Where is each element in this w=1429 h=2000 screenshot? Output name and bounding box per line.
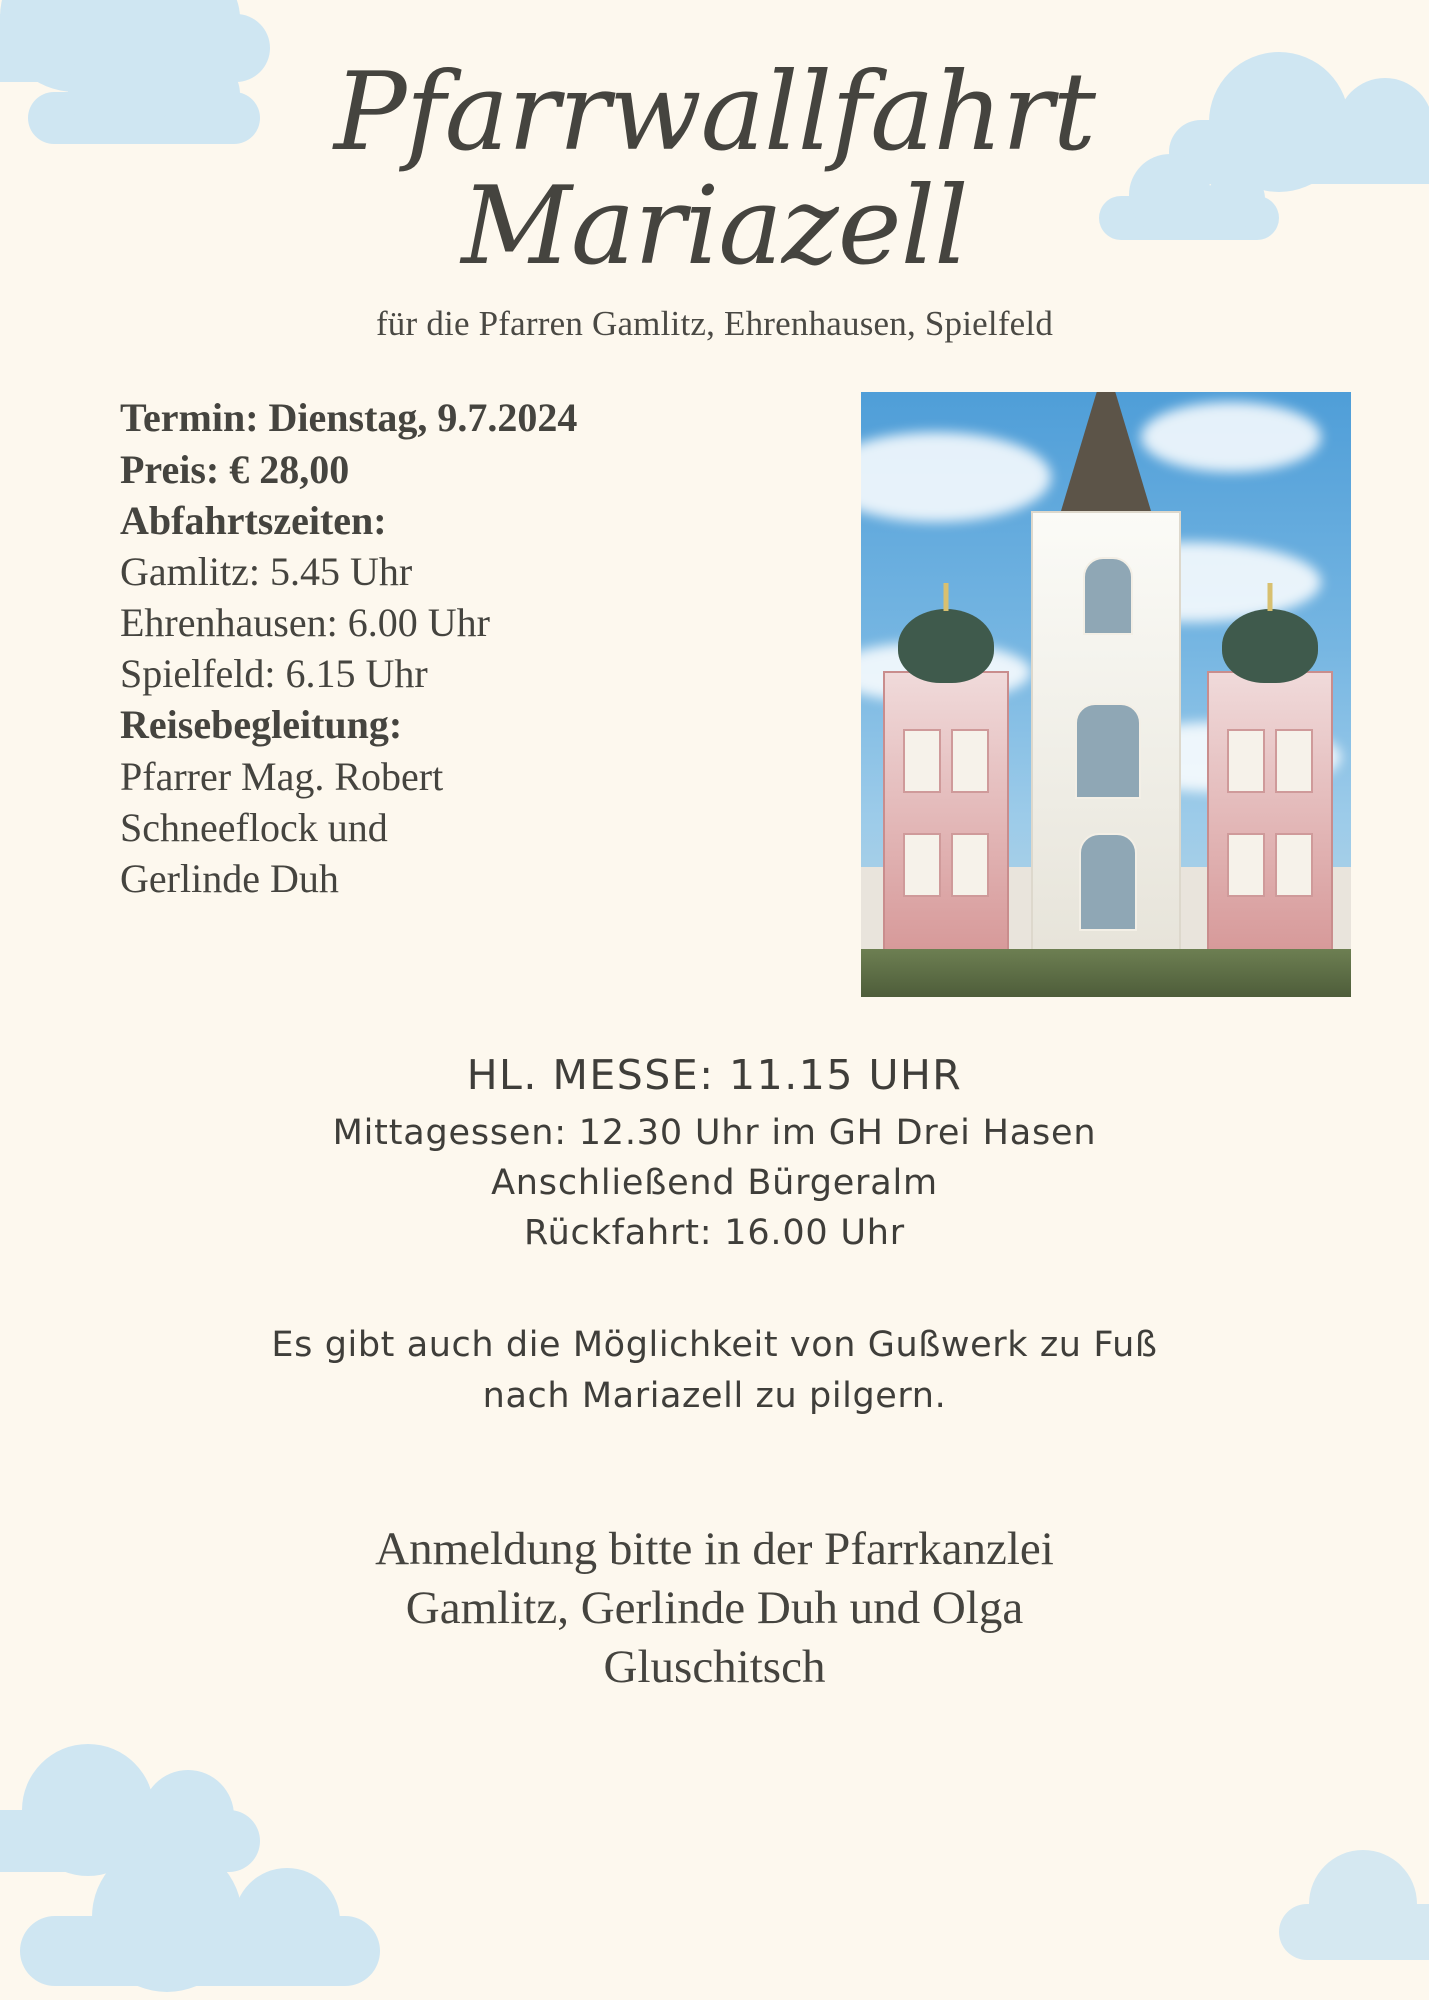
detail-departures-label: Abfahrtszeiten: [120, 497, 387, 543]
detail-guide-3: Gerlinde Duh [120, 856, 339, 901]
tower-window-right-1 [1227, 729, 1265, 793]
page-title-line-1: Pfarrwallfahrt [333, 50, 1096, 175]
pilgrimage-note-line-1: Es gibt auch die Möglichkeit von Gußwerk zu Fuß [271, 1325, 1158, 1366]
poster-header [70, 0, 1359, 344]
program-lunch: Mittagessen: 12.30 Uhr im GH Drei Hasen [332, 1113, 1097, 1154]
church-dome-right [1222, 609, 1318, 683]
page-title-line-2: Mariazell [461, 164, 968, 290]
detail-departure-gamlitz: Gamlitz: 5.45 Uhr [120, 548, 413, 594]
center-window-middle [1075, 703, 1141, 799]
basilica-photo-image [861, 392, 1351, 997]
program-mass: HL. MESSE: 11.15 UHR [466, 1051, 963, 1100]
detail-guides-label: Reisebegleitung: [120, 702, 403, 748]
tower-window-left-3 [903, 833, 941, 897]
detail-preis: Preis: € 28,00 [120, 446, 350, 492]
registration-line-2: Gamlitz, Gerlinde Duh und Olga [405, 1582, 1024, 1635]
tower-window-left-1 [903, 729, 941, 793]
tower-window-left-4 [951, 833, 989, 897]
registration-line-1: Anmeldung bitte in der Pfarrkanzlei [375, 1522, 1054, 1575]
info-row [70, 392, 1359, 997]
pilgrimage-note-line-2: nach Mariazell zu pilgern. [482, 1376, 947, 1417]
tower-window-left-2 [951, 729, 989, 793]
basilica-photo [861, 392, 1351, 997]
detail-guide-1: Pfarrer Mag. Robert [120, 753, 444, 799]
detail-departure-ehrenhausen: Ehrenhausen: 6.00 Uhr [120, 600, 490, 646]
center-window-lower [1079, 833, 1137, 931]
tower-window-right-4 [1275, 833, 1313, 897]
photo-cloud-2 [1141, 402, 1321, 472]
center-window-upper [1083, 557, 1133, 635]
program-return: Rückfahrt: 16.00 Uhr [524, 1212, 905, 1253]
page-subtitle: für die Pfarren Gamlitz, Ehrenhausen, Spielfeld [375, 304, 1054, 344]
church-center-tower [1031, 511, 1181, 951]
church-tower-right [1207, 671, 1333, 951]
program-after: Anschließend Bürgeralm [491, 1163, 938, 1203]
detail-guide-2: Schneeflock und [120, 804, 388, 850]
pilgrimage-note [70, 1320, 1359, 1422]
photo-cloud-1 [861, 432, 1051, 522]
tower-window-right-3 [1227, 833, 1265, 897]
church-foreground-greenery [861, 949, 1351, 997]
registration-info [70, 1520, 1359, 1698]
tower-window-right-2 [1275, 729, 1313, 793]
program-block [70, 1051, 1359, 1258]
registration-line-3: Gluschitsch [603, 1641, 826, 1694]
trip-details [70, 392, 710, 904]
detail-termin: Termin: Dienstag, 9.7.2024 [120, 395, 578, 441]
church-spire [1061, 392, 1151, 511]
detail-departure-spielfeld: Spielfeld: 6.15 Uhr [120, 651, 428, 697]
church-dome-left [898, 609, 994, 683]
church-tower-left [883, 671, 1009, 951]
